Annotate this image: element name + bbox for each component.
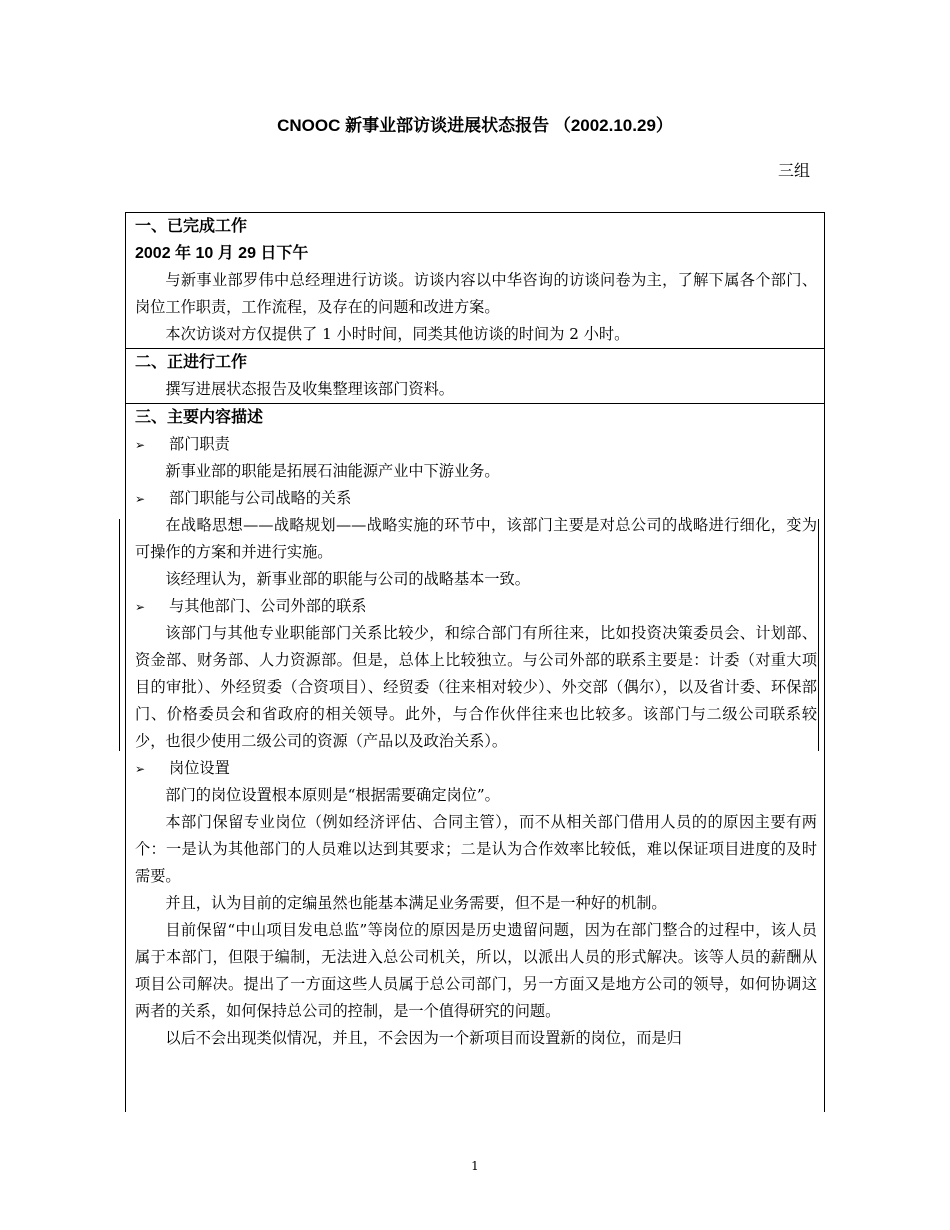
position-paragraph-1: 部门的岗位设置根本原则是“根据需要确定岗位”。: [165, 786, 500, 804]
strategy-paragraph-2: 该经理认为，新事业部的职能与公司的战略基本一致。: [165, 570, 530, 588]
arrow-bullet-icon: ➢: [135, 600, 146, 614]
arrow-bullet-icon: ➢: [135, 492, 146, 506]
section-heading-ongoing: 二、正进行工作: [135, 354, 248, 371]
completed-paragraph-2: 本次访谈对方仅提供了 1 小时时间，同类其他访谈的时间为 2 小时。: [165, 325, 630, 343]
bullet-position-setup: [135, 755, 817, 782]
completed-paragraph-1: 与新事业部罗伟中总经理进行访谈。访谈内容以中华咨询的访谈问卷为主，了解下属各个部门、岗位工作职责，工作流程，及存在的问题和改进方案。: [135, 271, 817, 316]
bullet-label: 部门职责: [169, 435, 230, 453]
arrow-bullet-icon: ➢: [135, 438, 146, 452]
duties-paragraph: 新事业部的职能是拓展石油能源产业中下游业务。: [165, 462, 500, 480]
bullet-department-duties: [135, 431, 817, 458]
section-main-content: [126, 404, 824, 1052]
completed-date: 2002 年 10 月 29 日下午: [135, 245, 309, 262]
bullet-external-relations: [135, 593, 817, 620]
group-label: 三组: [777, 161, 810, 180]
strategy-paragraph-1: 在战略思想——战略规划——战略实施的环节中，该部门主要是对总公司的战略进行细化，变为可操作的方案和并进行实施。: [135, 516, 817, 561]
arrow-bullet-icon: ➢: [135, 762, 146, 776]
position-paragraph-5: 以后不会出现类似情况，并且，不会因为一个新项目而设置新的岗位，而是归: [165, 1029, 682, 1047]
report-title: CNOOC 新事业部访谈进展状态报告 （2002.10.29）: [277, 116, 673, 135]
section-heading-completed: 一、已完成工作: [135, 218, 248, 235]
bullet-strategy-relation: [135, 485, 817, 512]
section-heading-main: 三、主要内容描述: [135, 409, 264, 426]
section-completed-work: [126, 213, 824, 349]
position-paragraph-3: 并且，认为目前的定编虽然也能基本满足业务需要，但不是一种好的机制。: [165, 894, 667, 912]
position-paragraph-4: 目前保留“中山项目发电总监”等岗位的原因是历史遗留问题，因为在部门整合的过程中，该人员属于本部门，但限于编制，无法进入总公司机关，所以，以派出人员的形式解决。该等人员的薪酬从项目公司解决。提出了一方面这些人员属于总公司部门，另一方面又是地方公司的领导，如何协调这两者的关系，如何保持总公司的控制，是一个值得研究的问题。: [135, 921, 817, 1020]
section-ongoing-work: [126, 349, 824, 404]
revision-bar-right: [818, 519, 819, 751]
report-table: [125, 212, 825, 1112]
page-number: 1: [471, 1159, 479, 1173]
position-paragraph-2: 本部门保留专业岗位（例如经济评估、合同主管），而不从相关部门借用人员的的原因主要有两个：一是认为其他部门的人员难以达到其要求；二是认为合作效率比较低，难以保证项目进度的及时需要。: [135, 813, 817, 885]
relations-paragraph: 该部门与其他专业职能部门关系比较少，和综合部门有所往来，比如投资决策委员会、计划部、资金部、财务部、人力资源部。但是，总体上比较独立。与公司外部的联系主要是：计委（对重大项目的审批）、外经贸委（合资项目）、经贸委（往来相对较少）、外交部（偶尔），以及省计委、环保部门、价格委员会和省政府的相关领导。此外，与合作伙伴往来也比较多。该部门与二级公司联系较少，也很少使用二级公司的资源（产品以及政治关系）。: [135, 624, 817, 750]
revision-bar-left: [119, 519, 120, 751]
bullet-label: 岗位设置: [169, 759, 230, 777]
bullet-label: 与其他部门、公司外部的联系: [169, 597, 367, 615]
ongoing-paragraph: 撰写进展状态报告及收集整理该部门资料。: [165, 380, 454, 398]
bullet-label: 部门职能与公司战略的关系: [169, 489, 352, 507]
